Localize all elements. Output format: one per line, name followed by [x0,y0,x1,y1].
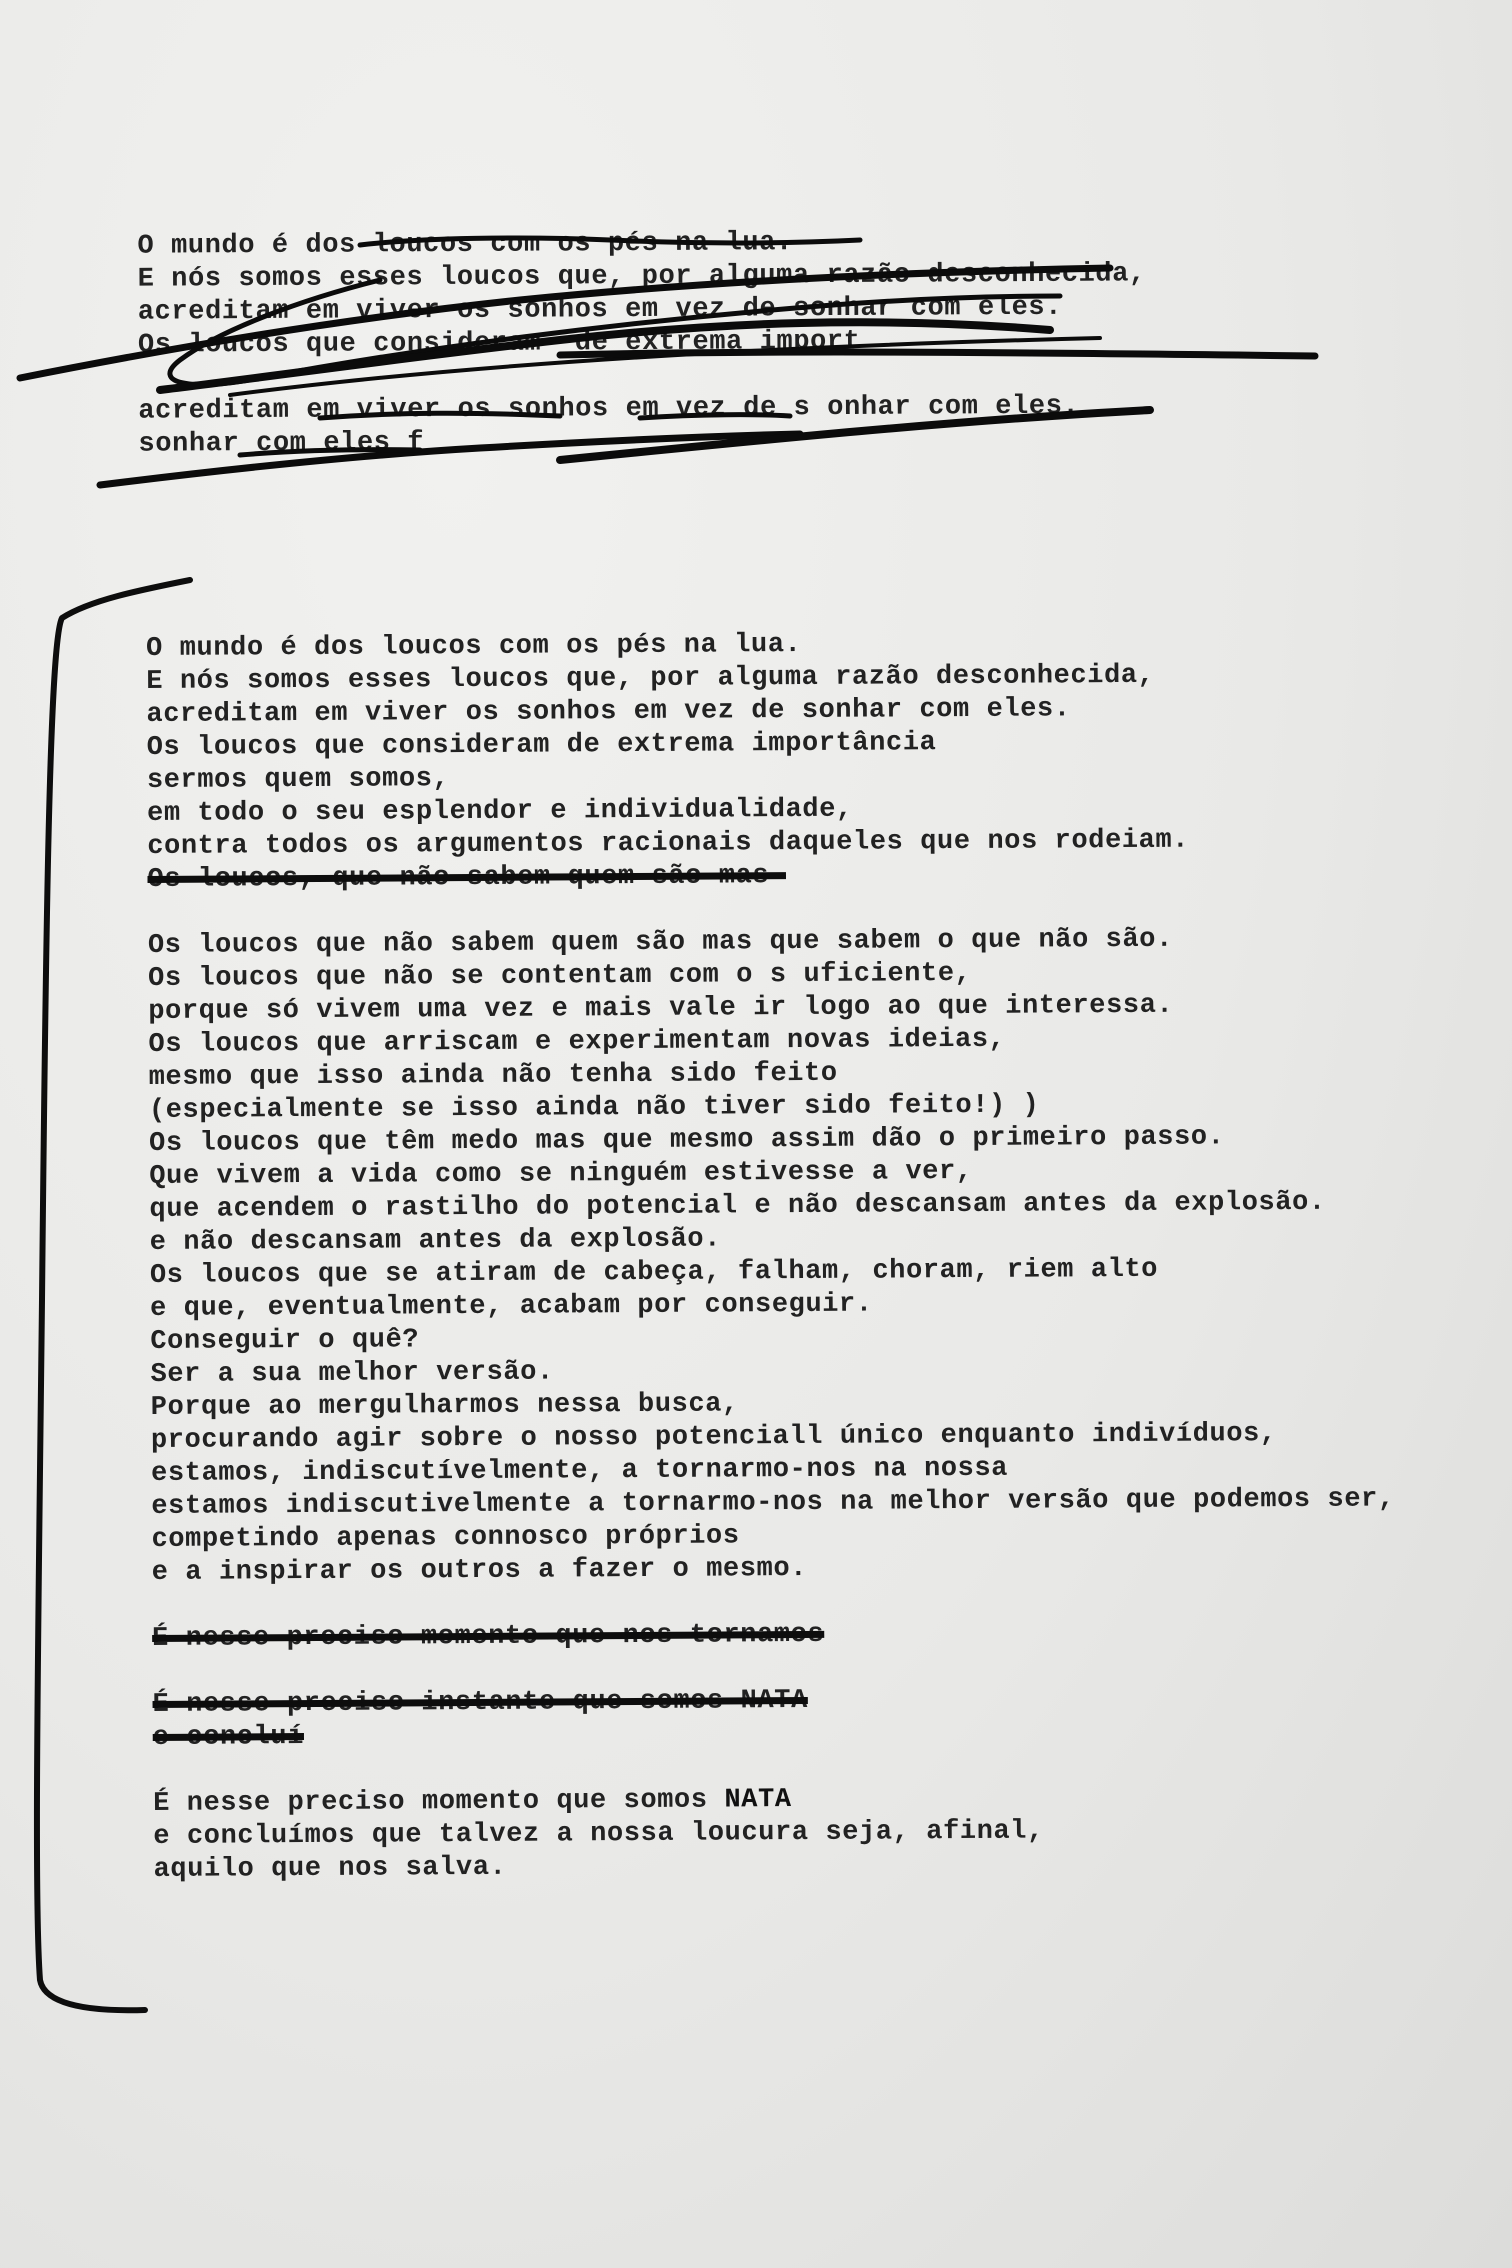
poem-line-struck: É nesse preciso momento que nos tornamos [152,1619,825,1654]
nata-word: NATA [724,1785,792,1816]
poem-line: Os loucos que consideram de extrema importância [146,728,937,763]
draft-line: O mundo é dos loucos com os pés na lua. [137,228,793,262]
poem-line: e não descansam antes da explosão. [149,1224,722,1258]
poem-line: Ser a sua melhor versão. [150,1357,554,1390]
draft-line: Os loucos que consideram de extrema import [137,326,861,361]
poem-line-text: É nesse preciso momento que somos [153,1785,725,1819]
poem-line: estamos indiscutivelmente a tornarmo-nos na melhor versão que podemos ser, [151,1484,1395,1522]
poem-line: Conseguir o quê? [150,1325,420,1357]
poem-line: aquilo que nos salva. [153,1852,507,1885]
poem-line: Os loucos que não se contentam com o s uficiente, [148,958,972,994]
poem-section [146,625,1397,1887]
poem-line-struck: e concluí [152,1722,305,1753]
poem-line: em todo o seu esplendor e individualidade, [147,794,853,829]
poem-line: porque só vivem uma vez e mais vale ir logo ao que interessa. [148,990,1174,1027]
poem-line: Os loucos que têm medo mas que mesmo assim dão o primeiro passo. [149,1122,1225,1159]
poem-line: mesmo que isso ainda não tenha sido feito [148,1058,838,1093]
poem-line: E nós somos esses loucos que, por alguma razão desconhecida, [146,660,1155,697]
poem-line: estamos, indiscutívelmente, a tornarmo-nos na nossa [151,1453,1009,1489]
poem-line: competindo apenas connosco próprios [151,1521,740,1555]
poem-line: contra todos os argumentos racionais daqueles que nos rodeiam. [147,825,1190,862]
draft-line: E nós somos esses loucos que, por alguma razão desconhecida, [137,259,1146,295]
poem-line-struck: É nesse preciso instante que somos NATA [152,1685,808,1720]
poem-line: e que, eventualmente, acabam por conseguir. [150,1289,873,1324]
poem-line: Porque ao mergulharmos nessa busca, [150,1389,739,1423]
draft-line: acreditam em viver os sonhos em vez de s onhar com eles. [138,391,1080,427]
poem-line: procurando agir sobre o nosso potenciall único enquanto indivíduos, [150,1419,1277,1456]
draft-line: sonhar com eles f [138,428,425,460]
poem-line: O mundo é dos loucos com os pés na lua. [146,629,802,664]
poem-line: e a inspirar os outros a fazer o mesmo. [151,1553,808,1588]
poem-line: sermos quem somos, [146,764,450,796]
draft-line: acreditam em viver os sonhos em vez de sonhar com eles. [137,292,1063,328]
poem-line: Os loucos que se atiram de cabeça, falham, choram, riem alto [149,1254,1159,1291]
poem-line: e concluímos que talvez a nossa loucura seja, afinal, [153,1816,1044,1852]
poem-line: Os loucos que não sabem quem são mas que sabem o que não são. [147,924,1173,961]
poem-line: Os loucos que arriscam e experimentam novas ideias, [148,1024,1006,1060]
poem-line: (especialmente se isso ainda não tiver sido feito!) ) [148,1090,1040,1126]
poem-line: que acendem o rastilho do potencial e não descansam antes da explosão. [149,1187,1326,1225]
poem-line-struck: Os loucos, que não sabem quem são mas [147,861,787,895]
poem-line: Que vivem a vida como se ninguém estivesse a ver, [149,1156,973,1192]
poem-line: acreditam em viver os sonhos em vez de sonhar com eles. [146,694,1071,730]
